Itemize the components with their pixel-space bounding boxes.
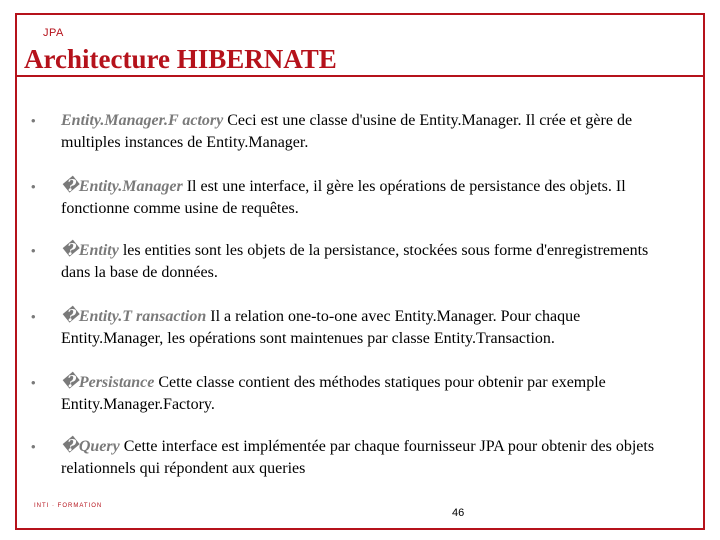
bullet-text: Cette classe contient des méthodes statiques pour obtenir par exemple Entity.Manager.Factory. bbox=[61, 374, 606, 413]
slide-title: Architecture HIBERNATE bbox=[24, 44, 337, 74]
title-divider bbox=[17, 75, 703, 77]
bullet-text: Cette interface est implémentée par chaque fournisseur JPA pour obtenir des objets relationnels qui répondent aux queries bbox=[61, 438, 655, 477]
bullet-content bbox=[61, 306, 681, 350]
bullet-term: Entity.Manager.F actory bbox=[61, 112, 224, 129]
inti-formation-logo: INTI · FORMATION bbox=[34, 503, 103, 509]
bullet-marker: • bbox=[31, 243, 36, 258]
bullet-text: Ceci est une classe d'usine de Entity.Manager. Il crée et gère de multiples instances de Entity.Manager. bbox=[61, 112, 633, 151]
course-tag: JPA bbox=[43, 27, 64, 39]
bullet-marker: • bbox=[31, 439, 36, 454]
bullet-marker: • bbox=[31, 309, 36, 324]
bullet-content bbox=[61, 240, 681, 284]
bullet-content bbox=[61, 110, 681, 154]
bullet-text: les entities sont les objets de la persistance, stockées sous forme d'enregistrements dans la base de données. bbox=[61, 242, 649, 281]
bullet-term: �Query bbox=[61, 438, 120, 455]
bullet-term: �Entity.Manager bbox=[61, 178, 183, 195]
bullet-content bbox=[61, 176, 681, 220]
bullet-term: �Persistance bbox=[61, 374, 155, 391]
bullet-content bbox=[61, 436, 681, 480]
bullet-text: Il est une interface, il gère les opérations de persistance des objets. Il fonctionne comme usine de requêtes. bbox=[61, 178, 626, 217]
bullet-term: �Entity bbox=[61, 242, 119, 259]
page-number: 46 bbox=[452, 507, 465, 519]
bullet-marker: • bbox=[31, 179, 36, 194]
bullet-marker: • bbox=[31, 113, 36, 128]
bullet-content bbox=[61, 372, 681, 416]
bullet-term: �Entity.T ransaction bbox=[61, 308, 207, 325]
bullet-marker: • bbox=[31, 375, 36, 390]
bullet-text: Il a relation one-to-one avec Entity.Manager. Pour chaque Entity.Manager, les opérations sont maintenues par classe Entity.Transaction. bbox=[61, 308, 581, 347]
